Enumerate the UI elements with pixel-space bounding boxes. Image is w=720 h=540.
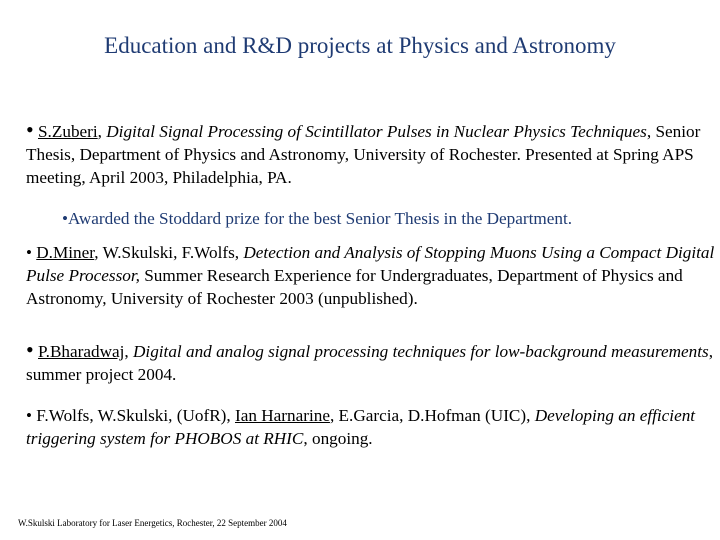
- bullet: •: [26, 406, 32, 425]
- publication-entry-miner: [26, 241, 716, 310]
- publication-details: , summer project 2004.: [26, 342, 714, 384]
- publication-details: , Senior Thesis, Department of Physics and Astronomy, University of Rochester. Presented at Spring APS meeting, April 2003, Philadelphia, PA.: [26, 122, 701, 187]
- publication-entry-bharadwaj: [26, 338, 716, 386]
- publication-entry-wolfs: [26, 404, 716, 450]
- authors: ,: [97, 122, 102, 141]
- author-underlined: D.Miner: [36, 243, 95, 262]
- publication-title: Developing an efficient triggering system for PHOBOS at RHIC: [26, 406, 696, 448]
- authors: , E.Garcia, D.Hofman (UIC),: [329, 406, 531, 425]
- bullet: •: [26, 243, 32, 262]
- authors: , W.Skulski, F.Wolfs,: [94, 243, 240, 262]
- bullet: •: [26, 117, 34, 142]
- author-underlined: Ian Harnarine: [235, 406, 330, 425]
- page-title: Education and R&D projects at Physics and Astronomy: [104, 33, 616, 58]
- authors: F.Wolfs, W.Skulski, (UofR),: [36, 406, 231, 425]
- footer: W.Skulski Laboratory for Laser Energetics, Rochester, 22 September 2004: [18, 518, 287, 528]
- author-underlined: S.Zuberi: [38, 122, 98, 141]
- bullet: •: [26, 337, 34, 362]
- publication-title: Digital and analog signal processing techniques for low-background measurements: [133, 342, 709, 361]
- award-note: •Awarded the Stoddard prize for the best Senior Thesis in the Department.: [62, 209, 573, 228]
- publication-details: , ongoing.: [303, 429, 373, 448]
- authors: ,: [124, 342, 129, 361]
- publication-title: Digital Signal Processing of Scintillator Pulses in Nuclear Physics Techniques: [106, 122, 647, 141]
- publication-title: Detection and Analysis of Stopping Muons Using a Compact Digital Pulse Processor,: [26, 243, 715, 285]
- publication-entry-zuberi: [26, 118, 716, 189]
- author-underlined: P.Bharadwaj: [38, 342, 125, 361]
- publication-details: Summer Research Experience for Undergraduates, Department of Physics and Astronomy, University of Rochester 2003 (unpublished).: [26, 266, 683, 308]
